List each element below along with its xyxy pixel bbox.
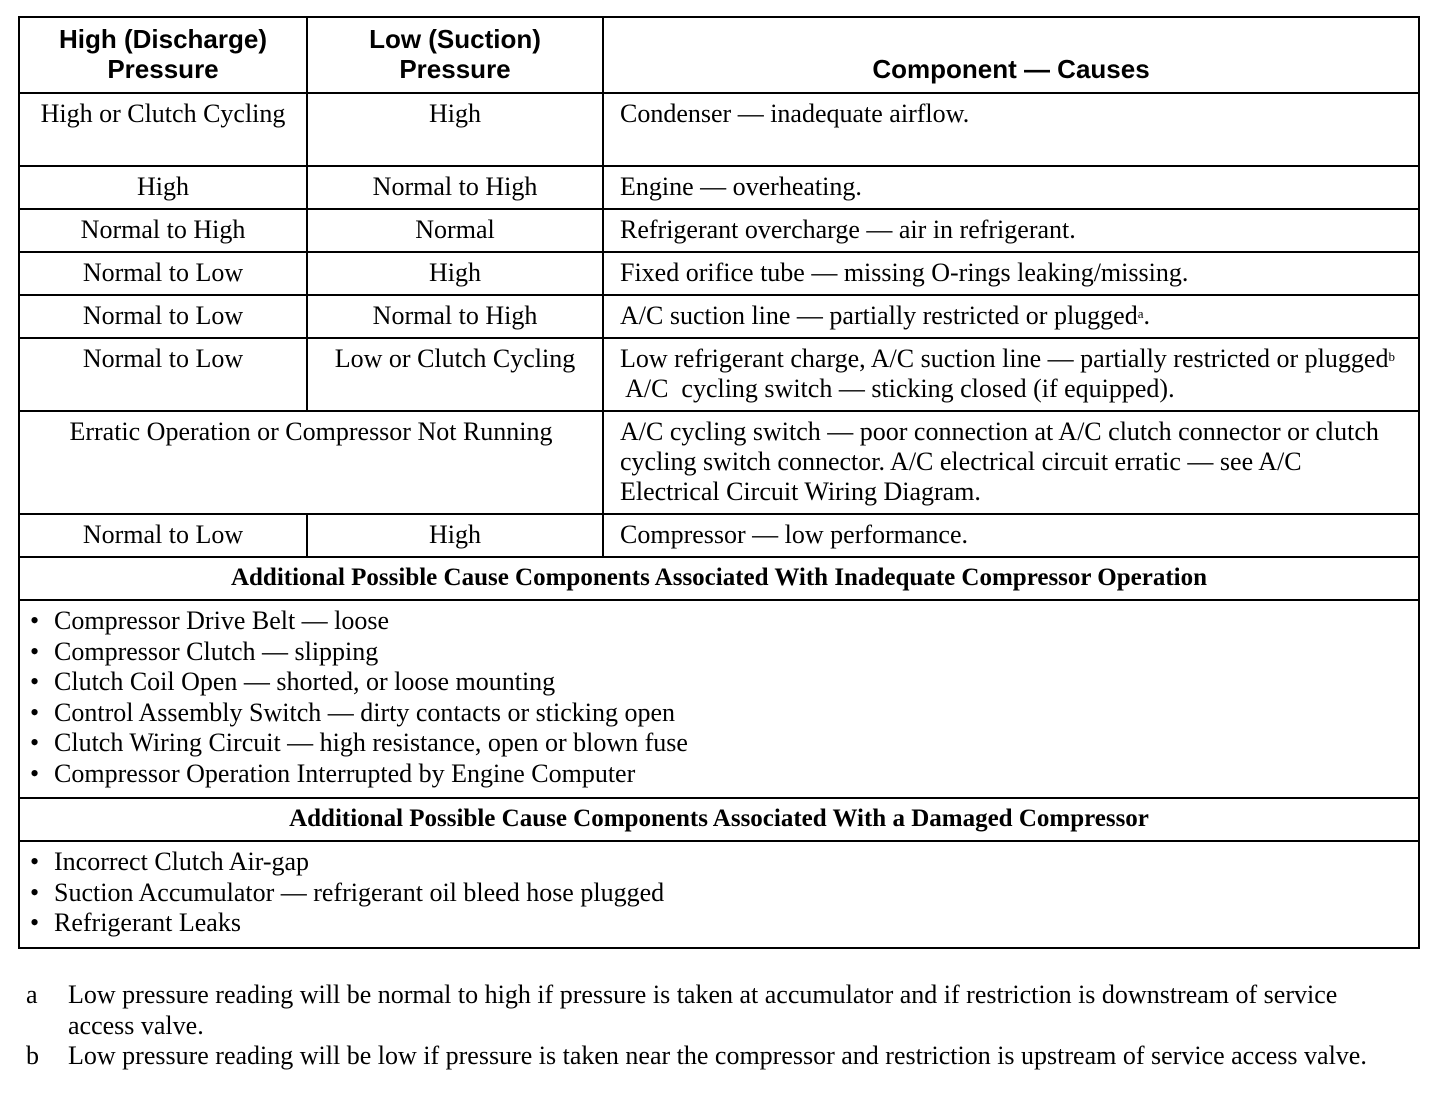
cause-cell xyxy=(603,338,1419,411)
footnote-a xyxy=(26,980,1406,1041)
bullet-icon: • xyxy=(30,697,40,727)
footnote-marker-b: b xyxy=(1388,349,1395,364)
table-row xyxy=(19,295,1419,338)
cause-cell: A/C cycling switch — poor connection at A/C clutch connector or clutch cycling switch connector. A/C electrical circuit erratic — see A/C Electrical Circuit Wiring Diagram. xyxy=(603,411,1419,514)
section-title-inadequate-operation: Additional Possible Cause Components Associated With Inadequate Compressor Operation xyxy=(19,557,1419,600)
list-item xyxy=(28,606,1410,637)
cause-cell: Condenser — inadequate airflow. xyxy=(603,93,1419,166)
footnote-b xyxy=(26,1041,1406,1072)
low-pressure-cell: High xyxy=(307,93,603,166)
high-pressure-cell: Normal to Low xyxy=(19,252,307,295)
pressure-diagnosis-table xyxy=(18,16,1420,949)
cause-list-inadequate-operation xyxy=(19,600,1419,798)
list-item xyxy=(28,759,1410,790)
merged-pressure-cell: Erratic Operation or Compressor Not Running xyxy=(19,411,603,514)
list-item xyxy=(28,728,1410,759)
list-item-text: Incorrect Clutch Air-gap xyxy=(54,847,310,876)
footnote-text: Low pressure reading will be normal to high if pressure is taken at accumulator and if restriction is downstream of service access valve. xyxy=(68,980,1338,1040)
bullet-icon: • xyxy=(30,877,40,907)
footnote-marker-a: a xyxy=(1137,306,1144,321)
low-pressure-cell: Normal xyxy=(307,209,603,252)
table-row xyxy=(19,338,1419,411)
footnotes xyxy=(26,980,1406,1072)
list-item xyxy=(28,637,1410,668)
table-row xyxy=(19,411,1419,514)
high-pressure-cell: High or Clutch Cycling xyxy=(19,93,307,166)
low-pressure-cell: High xyxy=(307,252,603,295)
header-row xyxy=(19,17,1419,93)
bullet-icon: • xyxy=(30,728,40,757)
high-pressure-cell: Normal to Low xyxy=(19,295,307,338)
header-low-pressure: Low (Suction) Pressure xyxy=(307,17,603,93)
header-high-pressure: High (Discharge) Pressure xyxy=(19,17,307,93)
high-pressure-cell: Normal to Low xyxy=(19,338,307,411)
list-item xyxy=(28,667,1410,698)
high-pressure-cell: Normal to Low xyxy=(19,514,307,557)
table-row xyxy=(19,252,1419,295)
cause-cell: Fixed orifice tube — missing O-rings leaking/missing. xyxy=(603,252,1419,295)
header-component-causes: Component — Causes xyxy=(603,17,1419,93)
list-item-text: Compressor Operation Interrupted by Engine Computer xyxy=(54,758,636,788)
cause-cell: Compressor — low performance. xyxy=(603,514,1419,557)
footnote-key: a xyxy=(26,980,38,1009)
list-item xyxy=(28,878,1410,909)
section-header-row xyxy=(19,798,1419,841)
bullet-icon: • xyxy=(30,606,40,635)
section-header-row xyxy=(19,557,1419,600)
list-item-text: Control Assembly Switch — dirty contacts or sticking open xyxy=(54,697,676,727)
list-item-text: Clutch Wiring Circuit — high resistance, open or blown fuse xyxy=(54,728,688,757)
cause-cell xyxy=(603,295,1419,338)
low-pressure-cell: Normal to High xyxy=(307,166,603,209)
list-item-text: Compressor Clutch — slipping xyxy=(54,636,379,666)
high-pressure-cell: Normal to High xyxy=(19,209,307,252)
cause-text: Low refrigerant charge, A/C suction line — partially restricted or plugged xyxy=(620,344,1389,373)
section-list-row xyxy=(19,600,1419,798)
cause-cell: Engine — overheating. xyxy=(603,166,1419,209)
low-pressure-cell: High xyxy=(307,514,603,557)
list-item-text: Refrigerant Leaks xyxy=(54,908,241,937)
cause-list-damaged-compressor xyxy=(19,841,1419,948)
cause-text-after: . xyxy=(1143,301,1150,330)
table-row xyxy=(19,166,1419,209)
table-row xyxy=(19,93,1419,166)
table-row xyxy=(19,514,1419,557)
list-item xyxy=(28,698,1410,729)
table-row xyxy=(19,209,1419,252)
list-item xyxy=(28,908,1410,939)
document-page xyxy=(18,16,1418,949)
section-list-row xyxy=(19,841,1419,948)
list-item-text: Clutch Coil Open — shorted, or loose mounting xyxy=(54,667,556,696)
bullet-icon: • xyxy=(30,908,40,937)
bullet-icon: • xyxy=(30,758,40,788)
footnote-text: Low pressure reading will be low if pressure is taken near the compressor and restriction is upstream of service access valve. xyxy=(68,1041,1367,1070)
footnote-key: b xyxy=(26,1041,39,1070)
list-item-text: Suction Accumulator — refrigerant oil bleed hose plugged xyxy=(54,877,665,907)
section-title-damaged-compressor: Additional Possible Cause Components Associated With a Damaged Compressor xyxy=(19,798,1419,841)
low-pressure-cell: Low or Clutch Cycling xyxy=(307,338,603,411)
list-item-text: Compressor Drive Belt — loose xyxy=(54,606,390,635)
list-item xyxy=(28,847,1410,878)
bullet-icon: • xyxy=(30,636,40,666)
high-pressure-cell: High xyxy=(19,166,307,209)
cause-text: A/C suction line — partially restricted or plugged xyxy=(620,301,1138,330)
bullet-icon: • xyxy=(30,667,40,696)
bullet-icon: • xyxy=(30,847,40,876)
cause-text-after: A/C cycling switch — sticking closed (if equipped). xyxy=(620,374,1175,403)
low-pressure-cell: Normal to High xyxy=(307,295,603,338)
cause-cell: Refrigerant overcharge — air in refrigerant. xyxy=(603,209,1419,252)
